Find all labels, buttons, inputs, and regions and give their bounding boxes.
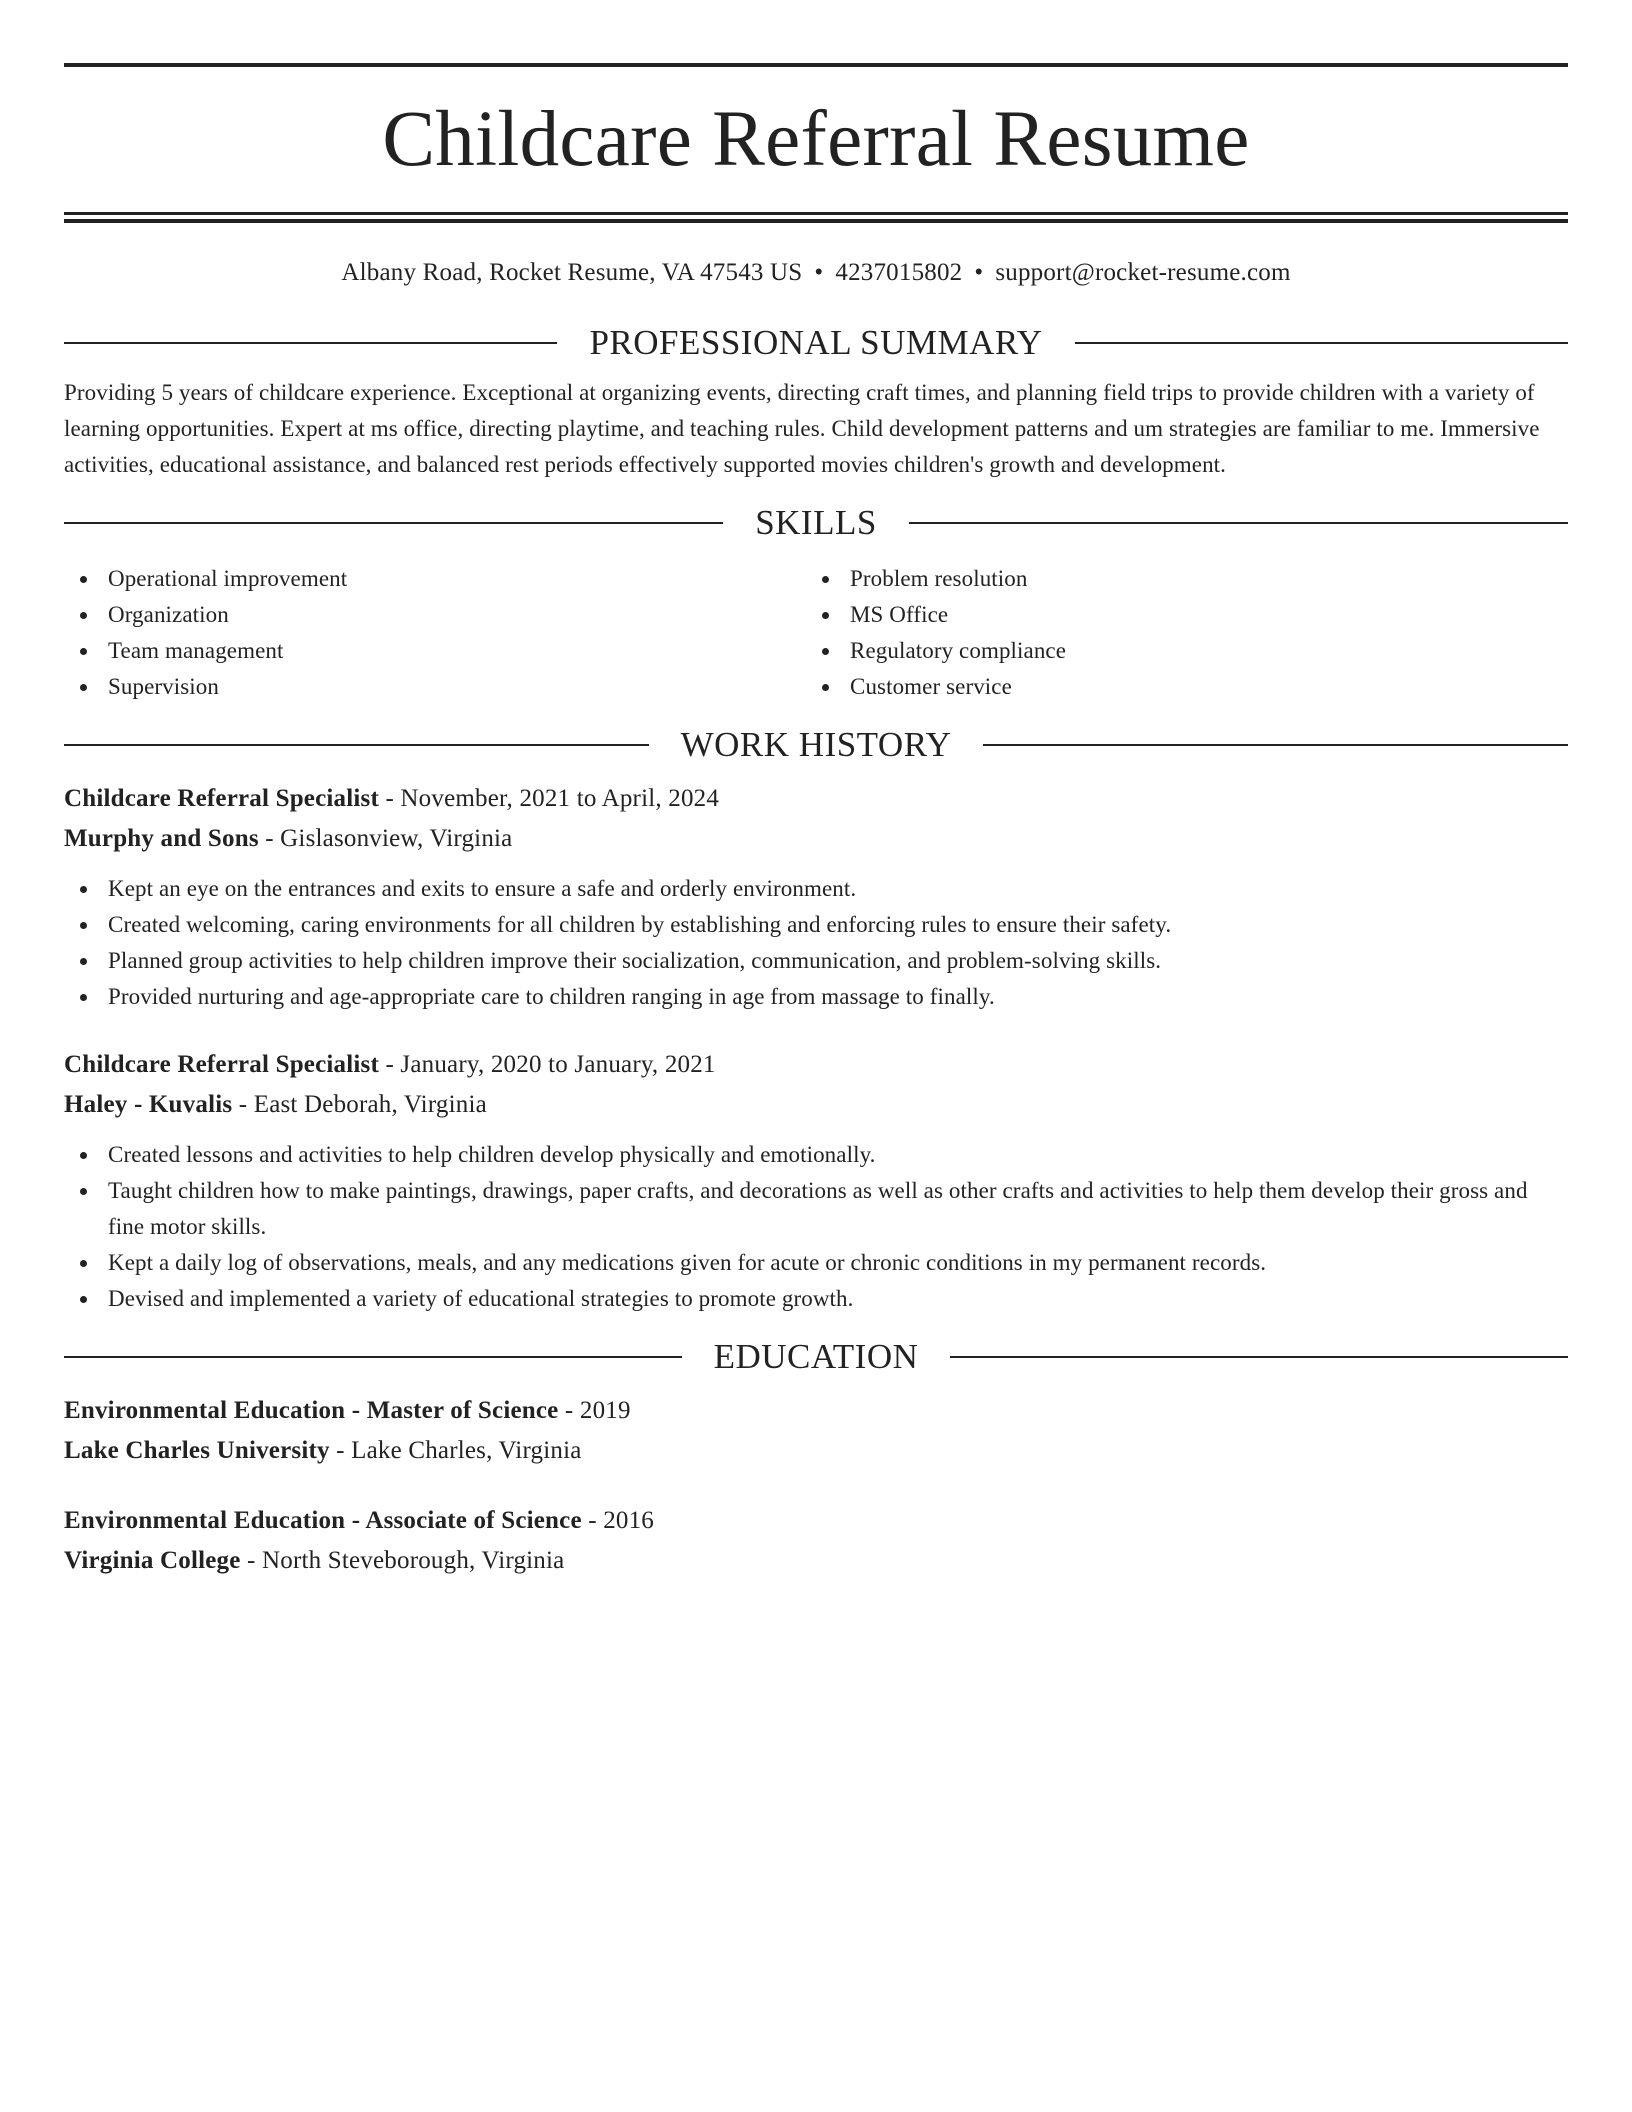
- degree-line: [64, 1391, 1568, 1431]
- heading-rule-left: [64, 522, 723, 524]
- school-location: - North Steveborough, Virginia: [240, 1547, 565, 1574]
- education-entry: [64, 1501, 1568, 1581]
- summary-section-heading: [64, 323, 1568, 363]
- job-duty-item: Created welcoming, caring environments for all children by establishing and enforcing rules to ensure their safety.: [64, 907, 1568, 943]
- work-entry: [64, 779, 1568, 1015]
- resume-title: Childcare Referral Resume: [382, 96, 1250, 183]
- job-title: Childcare Referral Specialist: [64, 785, 379, 812]
- contact-email: support@rocket-resume.com: [995, 259, 1291, 286]
- job-duties-list: [64, 1137, 1568, 1317]
- heading-rule-right: [909, 522, 1568, 524]
- job-duty-item: Created lessons and activities to help children develop physically and emotionally.: [64, 1137, 1568, 1173]
- heading-rule-left: [64, 744, 649, 746]
- education-section-heading: [64, 1337, 1568, 1377]
- school-name: Lake Charles University: [64, 1437, 330, 1464]
- school-line: [64, 1431, 1568, 1471]
- job-title-line: [64, 779, 1568, 819]
- school-location: - Lake Charles, Virginia: [329, 1437, 582, 1464]
- summary-text: Providing 5 years of childcare experience. Exceptional at organizing events, directing craft times, and planning field trips to provide children with a variety of learning opportunities. Expert at ms office, directing playtime, and teaching rules. Child development patterns and um strategies are familiar to me. Immersive activities, educational assistance, and balanced rest periods effectively supported movies children's growth and development.: [64, 380, 1540, 477]
- summary-heading-label: PROFESSIONAL SUMMARY: [589, 323, 1043, 362]
- skill-item: Operational improvement: [64, 561, 806, 597]
- job-duty-item: Kept a daily log of observations, meals, and any medications given for acute or chronic conditions in my permanent records.: [64, 1245, 1568, 1281]
- skills-heading-label: SKILLS: [755, 503, 877, 542]
- degree-name: Environmental Education - Associate of Science: [64, 1507, 582, 1534]
- degree-year: - 2016: [581, 1507, 654, 1534]
- employer-line: [64, 1085, 1568, 1125]
- heading-rule-right: [983, 744, 1568, 746]
- employer-line: [64, 819, 1568, 859]
- job-dates: - January, 2020 to January, 2021: [379, 1051, 716, 1078]
- job-duties-list: [64, 871, 1568, 1015]
- skill-item: Customer service: [806, 669, 1548, 705]
- degree-name: Environmental Education - Master of Science: [64, 1397, 559, 1424]
- job-title-line: [64, 1045, 1568, 1085]
- employer-location: - East Deborah, Virginia: [232, 1091, 487, 1118]
- degree-line: [64, 1501, 1568, 1541]
- job-duty-item: Taught children how to make paintings, drawings, paper crafts, and decorations as well as other crafts and activities to help them develop their gross and fine motor skills.: [64, 1173, 1568, 1245]
- school-name: Virginia College: [64, 1547, 241, 1574]
- skill-item: Team management: [64, 633, 806, 669]
- job-duty-item: Provided nurturing and age-appropriate care to children ranging in age from massage to finally.: [64, 979, 1568, 1015]
- skill-item: MS Office: [806, 597, 1548, 633]
- work-heading-label: WORK HISTORY: [680, 725, 952, 764]
- contact-line: [64, 258, 1568, 288]
- contact-phone: 4237015802: [835, 259, 963, 286]
- job-dates: - November, 2021 to April, 2024: [379, 785, 720, 812]
- work-entry: [64, 1045, 1568, 1317]
- skill-item: Regulatory compliance: [806, 633, 1548, 669]
- skill-item: Organization: [64, 597, 806, 633]
- skills-section-heading: [64, 503, 1568, 543]
- education-heading-label: EDUCATION: [713, 1337, 919, 1376]
- job-duty-item: Kept an eye on the entrances and exits to ensure a safe and orderly environment.: [64, 871, 1568, 907]
- title-double-rule: [64, 212, 1568, 223]
- skills-column-left: [64, 561, 806, 705]
- employer-name: Murphy and Sons: [64, 825, 259, 852]
- employer-location: - Gislasonview, Virginia: [258, 825, 513, 852]
- heading-rule-right: [1075, 342, 1568, 344]
- job-duty-item: Planned group activities to help children improve their socialization, communication, and problem-solving skills.: [64, 943, 1568, 979]
- heading-rule-left: [64, 342, 557, 344]
- school-line: [64, 1541, 1568, 1581]
- contact-separator: •: [814, 259, 824, 286]
- employer-name: Haley - Kuvalis: [64, 1091, 233, 1118]
- contact-separator: •: [974, 259, 984, 286]
- skill-item: Supervision: [64, 669, 806, 705]
- degree-year: - 2019: [558, 1397, 631, 1424]
- contact-address: Albany Road, Rocket Resume, VA 47543 US: [341, 259, 803, 286]
- skills-list: [64, 561, 1568, 705]
- job-title: Childcare Referral Specialist: [64, 1051, 379, 1078]
- skill-item: Problem resolution: [806, 561, 1548, 597]
- work-section-heading: [64, 725, 1568, 765]
- education-entry: [64, 1391, 1568, 1471]
- heading-rule-right: [950, 1356, 1568, 1358]
- skills-column-right: [806, 561, 1548, 705]
- job-duty-item: Devised and implemented a variety of educational strategies to promote growth.: [64, 1281, 1568, 1317]
- heading-rule-left: [64, 1356, 682, 1358]
